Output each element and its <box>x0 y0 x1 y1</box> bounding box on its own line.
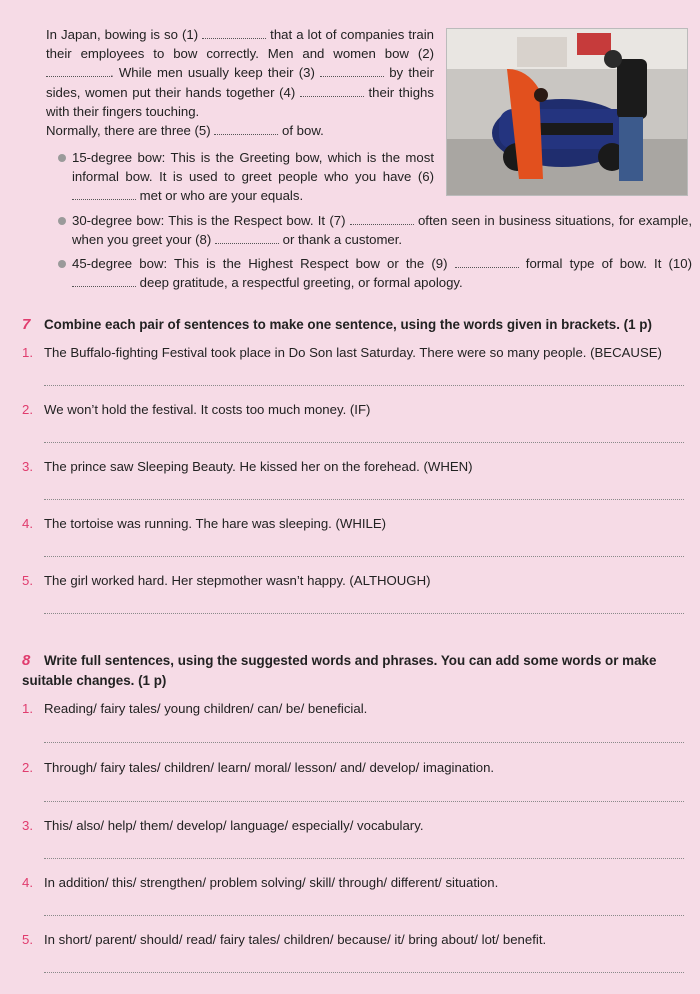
answer-line[interactable] <box>44 499 684 500</box>
exercise-8-item-4: 4. In addition/ this/ strengthen/ problem solving/ skill/ through/ different/ situation. <box>22 875 499 890</box>
answer-line[interactable] <box>44 801 684 802</box>
exercise-7-item-3: 3. The prince saw Sleeping Beauty. He kissed her on the forehead. (WHEN) <box>22 459 473 474</box>
answer-line[interactable] <box>44 972 684 973</box>
answer-line[interactable] <box>44 613 684 614</box>
answer-line[interactable] <box>44 442 684 443</box>
exercise-8-item-2: 2. Through/ fairy tales/ children/ learn/ moral/ lesson/ and/ develop/ imagination. <box>22 760 495 775</box>
blank-10[interactable] <box>72 276 136 287</box>
bullet-icon <box>58 217 66 225</box>
list-item: 30-degree bow: This is the Respect bow. It (7) often seen in business situations, for example, when you greet your (8) or thank a customer. <box>58 211 692 249</box>
bow-types-list <box>58 148 692 292</box>
answer-line[interactable] <box>44 385 684 386</box>
exercise-7-item-1: 1. The Buffalo-fighting Festival took place in Do Son last Saturday. There were so many people. (BECAUSE) <box>22 345 662 360</box>
blank-3[interactable] <box>320 66 384 77</box>
exercise-8-heading: 8 Write full sentences, using the suggested words and phrases. You can add some words or make suitable changes. (1 p) <box>22 652 657 688</box>
blank-2[interactable] <box>46 66 110 77</box>
reading-passage <box>46 25 434 140</box>
passage-paragraph-1: In Japan, bowing is so (1) that a lot of companies train their employees to bow correctly. Men and women bow (2) . While men usually keep their (3) by their sides, women put their hands together (4) their thighs with their fingers touching. <box>46 27 435 119</box>
blank-7[interactable] <box>350 214 414 225</box>
exercise-number: 8 <box>22 652 31 669</box>
answer-line[interactable] <box>44 742 684 743</box>
exercise-number: 7 <box>22 316 31 333</box>
exercise-8-item-5: 5. In short/ parent/ should/ read/ fairy tales/ children/ because/ it/ bring about/ lot/ benefit. <box>22 932 547 947</box>
list-item: 45-degree bow: This is the Highest Respect bow or the (9) formal type of bow. It (10) deep gratitude, a respectful greeting, or formal apology. <box>58 254 692 292</box>
exercise-7-item-2: 2. We won’t hold the festival. It costs too much money. (IF) <box>22 402 371 417</box>
answer-line[interactable] <box>44 858 684 859</box>
blank-5[interactable] <box>214 124 278 135</box>
answer-line[interactable] <box>44 915 684 916</box>
exercise-8-item-3: 3. This/ also/ help/ them/ develop/ language/ especially/ vocabulary. <box>22 818 424 833</box>
blank-4[interactable] <box>300 86 364 97</box>
exercise-8-item-1: 1. Reading/ fairy tales/ young children/ can/ be/ beneficial. <box>22 701 368 716</box>
exercise-7-item-5: 5. The girl worked hard. Her stepmother wasn’t happy. (ALTHOUGH) <box>22 573 431 588</box>
blank-8[interactable] <box>215 233 279 244</box>
passage-paragraph-2: Normally, there are three (5) of bow. <box>46 123 324 139</box>
blank-9[interactable] <box>455 257 519 268</box>
bullet-icon <box>58 154 66 162</box>
answer-line[interactable] <box>44 556 684 557</box>
list-item: 15-degree bow: This is the Greeting bow, which is the most informal bow. It is used to greet people who you have (6) met or who are your equals. <box>58 148 434 206</box>
blank-6[interactable] <box>72 189 136 200</box>
blank-1[interactable] <box>202 28 266 39</box>
exercise-7-heading: 7 Combine each pair of sentences to make one sentence, using the words given in brackets. (1 p) <box>22 316 652 333</box>
bullet-icon <box>58 260 66 268</box>
exercise-7-item-4: 4. The tortoise was running. The hare was sleeping. (WHILE) <box>22 516 387 531</box>
